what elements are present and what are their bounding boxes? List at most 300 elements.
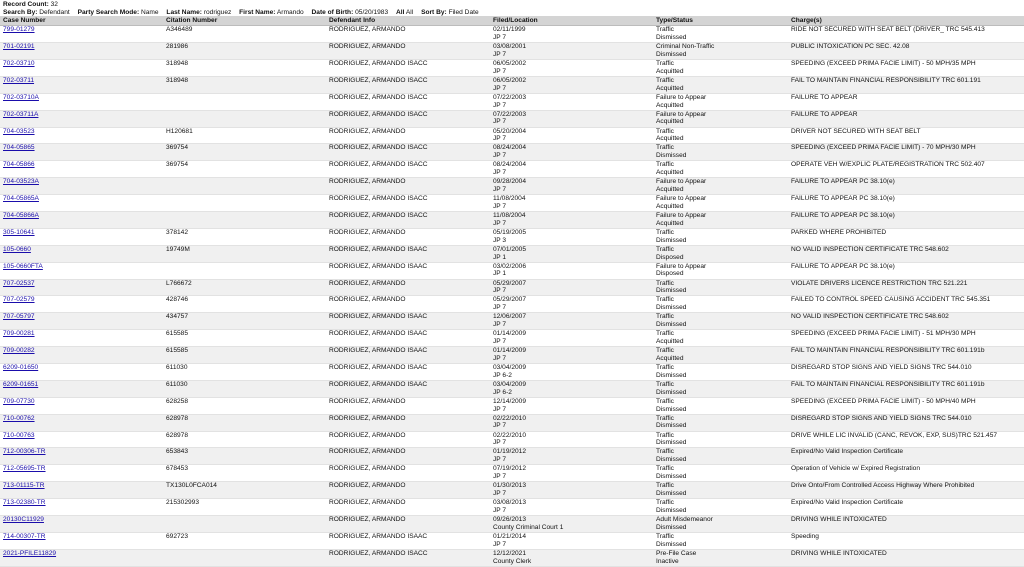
charge-cell: FAIL TO MAINTAIN FINANCIAL RESPONSIBILITY TRC 601.191 [788, 76, 1024, 93]
defendant-info-cell: RODRIGUEZ, ARMANDO [326, 465, 490, 482]
table-row [0, 245, 1024, 262]
charge-cell: FAILURE TO APPEAR PC 38.10(e) [788, 195, 1024, 212]
defendant-info-cell: RODRIGUEZ, ARMANDO ISACC [326, 195, 490, 212]
charge-cell: DRIVING WHILE INTOXICATED [788, 549, 1024, 566]
court-location: JP 7 [493, 304, 507, 312]
all-label: All [395, 8, 405, 16]
court-location: JP 7 [493, 321, 507, 329]
case-number-link[interactable]: 702-03711 [3, 76, 35, 84]
citation-number-cell [163, 262, 326, 279]
filed-location-cell [490, 397, 653, 414]
case-number-link[interactable]: 704-03523A [3, 178, 39, 186]
citation-number-cell: L766672 [163, 279, 326, 296]
filed-location-cell [490, 161, 653, 178]
col-header-filed-location[interactable]: Filed/Location [490, 16, 653, 26]
table-row [0, 516, 1024, 533]
filed-date: 02/22/2010 [493, 431, 527, 439]
table-row [0, 532, 1024, 549]
case-number-link[interactable]: 710-00762 [3, 414, 35, 422]
table-row [0, 482, 1024, 499]
filed-date: 01/30/2013 [493, 482, 527, 490]
charge-cell: FAIL TO MAINTAIN FINANCIAL RESPONSIBILITY TRC 601.191b [788, 347, 1024, 364]
case-number-link[interactable]: 712-05695-TR [3, 465, 46, 473]
case-type: Traffic [656, 465, 674, 473]
filed-location-cell [490, 262, 653, 279]
case-number-link[interactable]: 704-05865 [3, 144, 35, 152]
record-count-line [3, 1, 1021, 9]
filed-date: 07/01/2005 [493, 245, 527, 253]
filed-location-cell [490, 195, 653, 212]
case-number-link[interactable]: 702-03711A [3, 110, 39, 118]
case-number-cell [0, 228, 163, 245]
case-status: Dismissed [656, 287, 687, 295]
case-number-link[interactable]: 709-00282 [3, 347, 35, 355]
charge-cell: Operation of Vehicle w/ Expired Registration [788, 465, 1024, 482]
charge-cell: FAILURE TO APPEAR PC 38.10(e) [788, 211, 1024, 228]
case-status: Dismissed [656, 456, 687, 464]
case-number-cell [0, 364, 163, 381]
filed-date: 09/28/2004 [493, 178, 527, 186]
search-criteria-line [3, 9, 1021, 17]
search-summary [0, 0, 1024, 16]
filed-location-cell [490, 499, 653, 516]
filed-date: 01/19/2012 [493, 448, 527, 456]
case-type: Traffic [656, 330, 674, 338]
table-header-row [0, 16, 1024, 26]
case-results-table [0, 16, 1024, 567]
case-number-cell [0, 516, 163, 533]
table-row [0, 465, 1024, 482]
case-number-link[interactable]: 6209-01651 [3, 380, 39, 388]
filed-date: 11/08/2004 [493, 211, 526, 219]
defendant-info-cell: RODRIGUEZ, ARMANDO ISAAC [326, 245, 490, 262]
type-status-cell [653, 364, 788, 381]
defendant-info-cell: RODRIGUEZ, ARMANDO [326, 431, 490, 448]
case-number-cell [0, 414, 163, 431]
filed-date: 01/14/2009 [493, 347, 527, 355]
citation-number-cell: 369754 [163, 144, 326, 161]
table-row [0, 43, 1024, 60]
table-body [0, 26, 1024, 567]
case-number-cell [0, 532, 163, 549]
charge-cell: DRIVER NOT SECURED WITH SEAT BELT [788, 127, 1024, 144]
citation-number-cell: 434757 [163, 313, 326, 330]
case-number-cell [0, 178, 163, 195]
type-status-cell [653, 211, 788, 228]
defendant-info-cell: RODRIGUEZ, ARMANDO ISACC [326, 211, 490, 228]
defendant-info-cell: RODRIGUEZ, ARMANDO ISACC [326, 549, 490, 566]
citation-number-cell: A346489 [163, 26, 326, 43]
defendant-info-cell: RODRIGUEZ, ARMANDO ISACC [326, 110, 490, 127]
case-number-link[interactable]: 704-05865A [3, 195, 39, 203]
col-header-defendant-info[interactable]: Defendant Info [326, 16, 490, 26]
table-row [0, 330, 1024, 347]
charge-cell: NO VALID INSPECTION CERTIFICATE TRC 548.602 [788, 245, 1024, 262]
filed-date: 03/04/2009 [493, 380, 527, 388]
col-header-type-status[interactable]: Type/Status [653, 16, 788, 26]
type-status-cell [653, 245, 788, 262]
sort-by-value: Filed Date [448, 8, 479, 16]
charge-cell: SPEEDING (EXCEED PRIMA FACIE LIMIT) - 50 MPH/40 MPH [788, 397, 1024, 414]
filed-location-cell [490, 279, 653, 296]
case-type: Traffic [656, 228, 674, 236]
type-status-cell [653, 431, 788, 448]
table-row [0, 364, 1024, 381]
case-status: Dismissed [656, 50, 687, 58]
case-number-link[interactable]: 709-07730 [3, 397, 35, 405]
case-number-link[interactable]: 709-00281 [3, 330, 35, 338]
court-location: JP 7 [493, 118, 507, 126]
table-row [0, 228, 1024, 245]
citation-number-cell: 678453 [163, 465, 326, 482]
case-type: Failure to Appear [656, 178, 707, 186]
citation-number-cell: 615585 [163, 330, 326, 347]
court-location: JP 7 [493, 186, 507, 193]
dob-label: Date of Birth: [311, 8, 354, 16]
case-number-link[interactable]: 6209-01650 [3, 364, 39, 371]
filed-location-cell [490, 380, 653, 397]
case-number-cell [0, 211, 163, 228]
case-number-link[interactable]: 704-05866 [3, 161, 35, 169]
filed-date: 03/08/2013 [493, 499, 527, 507]
search-by-label: Search By: [3, 8, 38, 16]
type-status-cell [653, 279, 788, 296]
case-number-link[interactable]: 105-0660 [3, 245, 31, 253]
case-number-cell [0, 296, 163, 313]
charge-cell: SPEEDING (EXCEED PRIMA FACIE LIMIT) - 51 MPH/30 MPH [788, 330, 1024, 347]
type-status-cell [653, 59, 788, 76]
filed-location-cell [490, 211, 653, 228]
filed-date: 05/19/2005 [493, 228, 527, 236]
type-status-cell [653, 43, 788, 60]
citation-number-cell: 692723 [163, 532, 326, 549]
filed-date: 12/12/2021 [493, 549, 527, 557]
record-count-label: Record Count: [3, 1, 49, 8]
citation-number-cell: 378142 [163, 228, 326, 245]
filed-date: 09/26/2013 [493, 516, 527, 524]
case-status: Acquitted [656, 101, 684, 109]
filed-date: 12/14/2009 [493, 397, 527, 405]
filed-location-cell [490, 127, 653, 144]
defendant-info-cell: RODRIGUEZ, ARMANDO [326, 499, 490, 516]
charge-cell: FAIL TO MAINTAIN FINANCIAL RESPONSIBILITY TRC 601.191b [788, 380, 1024, 397]
filed-date: 08/24/2004 [493, 144, 527, 152]
case-number-link[interactable]: 305-10641 [3, 228, 35, 236]
filed-location-cell [490, 26, 653, 43]
charge-cell: DRIVE WHILE LIC INVALID (CANC, REVOK, EXP, SUS)TRC 521.457 [788, 431, 1024, 448]
court-location: JP 7 [493, 506, 507, 514]
court-location: JP 7 [493, 50, 507, 58]
court-location: JP 7 [493, 405, 507, 413]
court-location: JP 7 [493, 169, 507, 177]
table-row [0, 347, 1024, 364]
filed-date: 03/02/2006 [493, 262, 527, 270]
case-type: Traffic [656, 482, 674, 490]
type-status-cell [653, 465, 788, 482]
last-name-label: Last Name: [166, 8, 202, 16]
case-status: Dismissed [656, 490, 687, 498]
sort-by-label: Sort By: [421, 8, 447, 16]
filed-date: 11/08/2004 [493, 195, 526, 203]
case-number-cell [0, 347, 163, 364]
case-status: Dismissed [656, 439, 687, 447]
defendant-info-cell: RODRIGUEZ, ARMANDO [326, 26, 490, 43]
party-mode-label: Party Search Mode: [77, 8, 140, 16]
case-status: Dismissed [656, 371, 687, 379]
type-status-cell [653, 499, 788, 516]
filed-location-cell [490, 76, 653, 93]
case-status: Dismissed [656, 152, 687, 160]
case-number-link[interactable]: 713-02380-TR [3, 499, 46, 507]
case-number-link[interactable]: 701-02191 [3, 43, 35, 51]
defendant-info-cell: RODRIGUEZ, ARMANDO [326, 516, 490, 533]
case-number-cell [0, 76, 163, 93]
type-status-cell [653, 397, 788, 414]
defendant-info-cell: RODRIGUEZ, ARMANDO ISAAC [326, 364, 490, 381]
filed-location-cell [490, 330, 653, 347]
case-status: Acquitted [656, 67, 684, 75]
case-type: Traffic [656, 431, 674, 439]
case-status: Dismissed [656, 33, 687, 41]
charge-cell: FAILURE TO APPEAR [788, 110, 1024, 127]
table-row [0, 499, 1024, 516]
filed-location-cell [490, 532, 653, 549]
citation-number-cell: 615585 [163, 347, 326, 364]
case-type: Traffic [656, 414, 674, 422]
filed-location-cell [490, 448, 653, 465]
court-location: County Clerk [493, 557, 532, 565]
table-row [0, 448, 1024, 465]
citation-number-cell: 318948 [163, 76, 326, 93]
charge-cell: DRIVING WHILE INTOXICATED [788, 516, 1024, 533]
case-status: Dismissed [656, 388, 687, 396]
defendant-info-cell: RODRIGUEZ, ARMANDO [326, 414, 490, 431]
charge-cell: RIDE NOT SECURED WITH SEAT BELT (DRIVER_ TRC 545.413 [788, 26, 1024, 43]
filed-location-cell [490, 110, 653, 127]
table-row [0, 26, 1024, 43]
case-number-cell [0, 330, 163, 347]
charge-cell: DISREGARD STOP SIGNS AND YIELD SIGNS TRC 544.010 [788, 414, 1024, 431]
case-number-cell [0, 144, 163, 161]
defendant-info-cell: RODRIGUEZ, ARMANDO [326, 397, 490, 414]
case-status: Acquitted [656, 135, 684, 143]
citation-number-cell: 318948 [163, 59, 326, 76]
case-number-link[interactable]: 707-05797 [3, 313, 35, 321]
case-number-link[interactable]: 710-00763 [3, 431, 35, 439]
court-location: JP 7 [493, 354, 507, 362]
court-location: JP 7 [493, 422, 507, 430]
table-row [0, 211, 1024, 228]
type-status-cell [653, 161, 788, 178]
table-row [0, 313, 1024, 330]
case-type: Traffic [656, 26, 674, 34]
table-row [0, 262, 1024, 279]
type-status-cell [653, 127, 788, 144]
case-number-cell [0, 499, 163, 516]
filed-location-cell [490, 313, 653, 330]
defendant-info-cell: RODRIGUEZ, ARMANDO [326, 482, 490, 499]
record-count-value: 32 [50, 1, 58, 8]
citation-number-cell: 653843 [163, 448, 326, 465]
case-status: Dismissed [656, 540, 687, 548]
case-number-link[interactable]: 799-01279 [3, 26, 35, 34]
defendant-info-cell: RODRIGUEZ, ARMANDO ISACC [326, 161, 490, 178]
case-number-cell [0, 59, 163, 76]
table-row [0, 161, 1024, 178]
type-status-cell [653, 144, 788, 161]
filed-date: 01/14/2009 [493, 330, 527, 338]
case-type: Traffic [656, 364, 674, 371]
case-number-link[interactable]: 704-05866A [3, 211, 39, 219]
charge-cell: Drive Onto/From Controlled Access Highway Where Prohibited [788, 482, 1024, 499]
type-status-cell [653, 313, 788, 330]
defendant-info-cell: RODRIGUEZ, ARMANDO ISAAC [326, 330, 490, 347]
case-number-link[interactable]: 20130C11929 [3, 516, 44, 524]
table-row [0, 93, 1024, 110]
defendant-info-cell: RODRIGUEZ, ARMANDO ISAAC [326, 347, 490, 364]
filed-date: 07/22/2003 [493, 93, 527, 101]
citation-number-cell [163, 110, 326, 127]
type-status-cell [653, 76, 788, 93]
type-status-cell [653, 178, 788, 195]
case-status: Acquitted [656, 118, 684, 126]
first-name-label: First Name: [239, 8, 276, 16]
case-number-link[interactable]: 714-00307-TR [3, 532, 46, 540]
citation-number-cell: H120681 [163, 127, 326, 144]
type-status-cell [653, 296, 788, 313]
case-number-link[interactable]: 704-03523 [3, 127, 35, 135]
court-location: JP 7 [493, 202, 507, 210]
filed-location-cell [490, 431, 653, 448]
citation-number-cell: TX130L0FCA014 [163, 482, 326, 499]
charge-cell: FAILURE TO APPEAR [788, 93, 1024, 110]
case-type: Traffic [656, 532, 674, 540]
court-location: JP 1 [493, 253, 507, 261]
citation-number-cell: 628978 [163, 414, 326, 431]
case-number-link[interactable]: 702-03710A [3, 93, 39, 101]
case-number-cell [0, 431, 163, 448]
charge-cell: OPERATE VEH W/EXPLIC PLATE/REGISTRATION TRC 502.407 [788, 161, 1024, 178]
all-value: All [405, 8, 414, 16]
citation-number-cell: 628978 [163, 431, 326, 448]
dob-value: 05/20/1983 [355, 8, 389, 16]
defendant-info-cell: RODRIGUEZ, ARMANDO [326, 448, 490, 465]
case-number-link[interactable]: 707-02537 [3, 279, 35, 287]
filed-location-cell [490, 178, 653, 195]
case-number-cell [0, 93, 163, 110]
court-location: JP 7 [493, 219, 507, 227]
charge-cell: PUBLIC INTOXICATION PC SEC. 42.08 [788, 43, 1024, 60]
filed-location-cell [490, 43, 653, 60]
charge-cell: VIOLATE DRIVERS LICENCE RESTRICTION TRC 521.221 [788, 279, 1024, 296]
type-status-cell [653, 414, 788, 431]
case-status: Acquitted [656, 354, 684, 362]
court-location: JP 1 [493, 270, 507, 278]
case-number-link[interactable]: 712-00306-TR [3, 448, 46, 456]
filed-location-cell [490, 93, 653, 110]
charge-cell: PARKED WHERE PROHIBITED [788, 228, 1024, 245]
case-status: Dismissed [656, 422, 687, 430]
citation-number-cell: 19749M [163, 245, 326, 262]
filed-location-cell [490, 414, 653, 431]
filed-date: 06/05/2002 [493, 76, 527, 84]
col-header-case-number[interactable]: Case Number [0, 16, 163, 26]
filed-location-cell [490, 347, 653, 364]
filed-date: 01/21/2014 [493, 532, 527, 540]
charge-cell: Expired/No Valid Inspection Certificate [788, 499, 1024, 516]
citation-number-cell [163, 93, 326, 110]
defendant-info-cell: RODRIGUEZ, ARMANDO [326, 43, 490, 60]
case-number-link[interactable]: 713-01115-TR [3, 482, 45, 490]
first-name-value: Armando [276, 8, 304, 16]
case-number-link[interactable]: 105-0660FTA [3, 262, 43, 270]
case-status: Inactive [656, 557, 679, 565]
filed-date: 12/06/2007 [493, 313, 527, 321]
case-number-cell [0, 43, 163, 60]
party-mode-value: Name [140, 8, 159, 16]
table-row [0, 397, 1024, 414]
citation-number-cell: 428746 [163, 296, 326, 313]
court-location: JP 7 [493, 456, 507, 464]
table-row [0, 380, 1024, 397]
filed-date: 03/04/2009 [493, 364, 527, 371]
type-status-cell [653, 380, 788, 397]
case-type: Failure to Appear [656, 110, 707, 118]
col-header-charges[interactable]: Charge(s) [788, 16, 1024, 26]
defendant-info-cell: RODRIGUEZ, ARMANDO [326, 127, 490, 144]
defendant-info-cell: RODRIGUEZ, ARMANDO [326, 296, 490, 313]
filed-date: 06/05/2002 [493, 59, 527, 67]
court-location: JP 7 [493, 473, 507, 481]
filed-date: 07/19/2012 [493, 465, 527, 473]
type-status-cell [653, 110, 788, 127]
type-status-cell [653, 195, 788, 212]
defendant-info-cell: RODRIGUEZ, ARMANDO ISACC [326, 93, 490, 110]
case-number-link[interactable]: 702-03710 [3, 59, 35, 67]
case-number-link[interactable]: 2021-PFILE11829 [3, 549, 57, 557]
defendant-info-cell: RODRIGUEZ, ARMANDO [326, 228, 490, 245]
court-location: JP 7 [493, 101, 507, 109]
case-type: Failure to Appear [656, 211, 707, 219]
case-number-cell [0, 397, 163, 414]
case-type: Traffic [656, 499, 674, 507]
col-header-citation-number[interactable]: Citation Number [163, 16, 326, 26]
filed-location-cell [490, 364, 653, 381]
case-status: Dismissed [656, 506, 687, 514]
case-type: Failure to Appear [656, 262, 707, 270]
filed-location-cell [490, 59, 653, 76]
case-type: Failure to Appear [656, 195, 707, 203]
filed-date: 02/22/2010 [493, 414, 527, 422]
charge-cell: SPEEDING (EXCEED PRIMA FACIE LIMIT) - 50 MPH/35 MPH [788, 59, 1024, 76]
case-number-cell [0, 195, 163, 212]
case-status: Dismissed [656, 236, 687, 244]
case-number-link[interactable]: 707-02579 [3, 296, 35, 304]
filed-date: 05/20/2004 [493, 127, 527, 135]
court-location: JP 7 [493, 135, 507, 143]
case-number-cell [0, 127, 163, 144]
case-status: Dismissed [656, 321, 687, 329]
filed-location-cell [490, 296, 653, 313]
defendant-info-cell: RODRIGUEZ, ARMANDO [326, 178, 490, 195]
case-type: Traffic [656, 313, 674, 321]
court-location: JP 7 [493, 287, 507, 295]
defendant-info-cell: RODRIGUEZ, ARMANDO [326, 279, 490, 296]
case-number-cell [0, 465, 163, 482]
case-status: Dismissed [656, 523, 687, 531]
court-location: JP 6-2 [493, 371, 512, 379]
citation-number-cell [163, 178, 326, 195]
